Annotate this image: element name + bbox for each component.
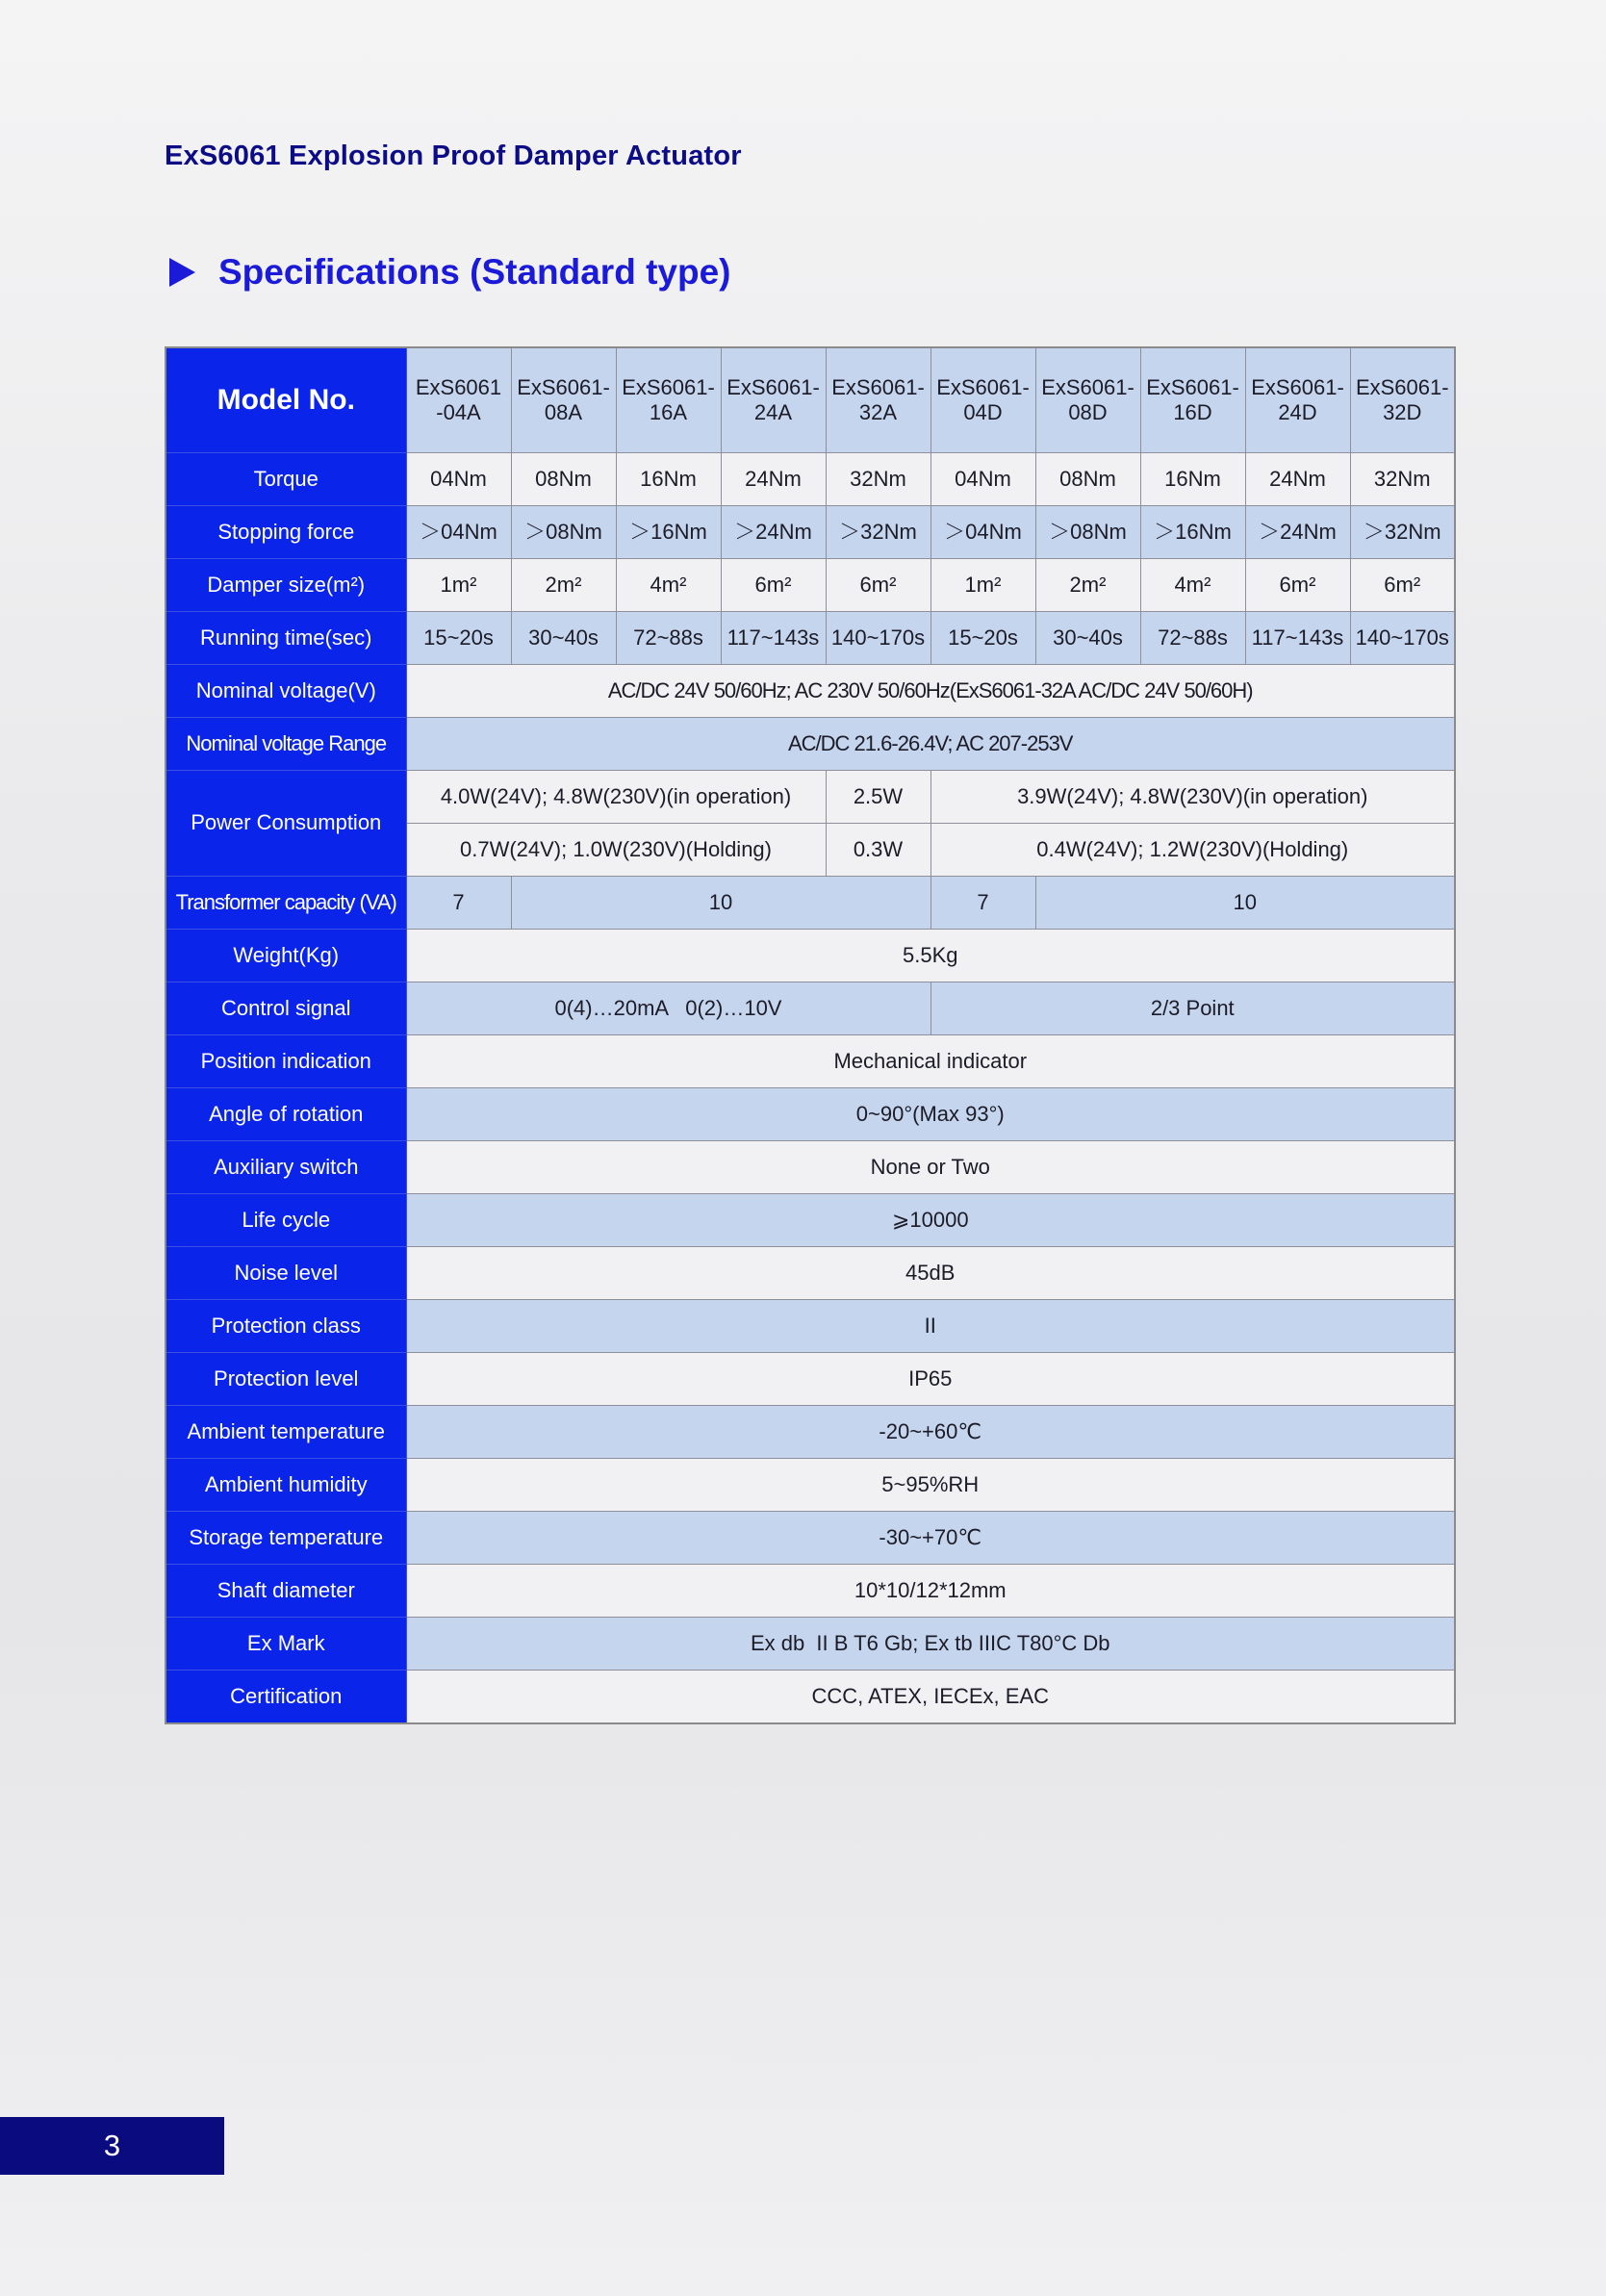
torque-row: [166, 453, 1455, 506]
row-label: Nominal voltage Range: [166, 718, 406, 771]
table-cell: -30~+70℃: [406, 1512, 1455, 1565]
table-cell: 5~95%RH: [406, 1459, 1455, 1512]
table-cell: 0.7W(24V); 1.0W(230V)(Holding): [406, 824, 826, 877]
table-cell: 0.4W(24V); 1.2W(230V)(Holding): [930, 824, 1455, 877]
table-cell: 2/3 Point: [930, 982, 1455, 1035]
table-cell: 08Nm: [511, 453, 616, 506]
row-label: Ex Mark: [166, 1618, 406, 1671]
row-label: Torque: [166, 453, 406, 506]
model-cell: ExS6061- 24A: [721, 347, 826, 453]
table-cell: Mechanical indicator: [406, 1035, 1455, 1088]
table-cell: ＞16Nm: [1140, 506, 1245, 559]
row-label: Weight(Kg): [166, 930, 406, 982]
table-cell: 4m²: [616, 559, 721, 612]
ambient-humidity-row: [166, 1459, 1455, 1512]
section-title: Specifications (Standard type): [218, 252, 731, 292]
storage-temperature-row: [166, 1512, 1455, 1565]
position-indication-row: [166, 1035, 1455, 1088]
table-cell: 72~88s: [616, 612, 721, 665]
row-label: Transformer capacity (VA): [166, 877, 406, 930]
row-label: Shaft diameter: [166, 1565, 406, 1618]
page-number: 3: [0, 2117, 224, 2175]
model-cell: ExS6061- 16D: [1140, 347, 1245, 453]
table-cell: 24Nm: [1245, 453, 1350, 506]
table-cell: 04Nm: [930, 453, 1035, 506]
auxiliary-switch-row: [166, 1141, 1455, 1194]
table-cell: ＞08Nm: [1035, 506, 1140, 559]
stopping-force-row: [166, 506, 1455, 559]
table-cell: ＞16Nm: [616, 506, 721, 559]
table-cell: II: [406, 1300, 1455, 1353]
table-cell: 15~20s: [930, 612, 1035, 665]
table-cell: 16Nm: [1140, 453, 1245, 506]
table-cell: 15~20s: [406, 612, 511, 665]
table-cell: IP65: [406, 1353, 1455, 1406]
angle-of-rotation-row: [166, 1088, 1455, 1141]
table-cell: ＞32Nm: [1350, 506, 1455, 559]
table-cell: 1m²: [406, 559, 511, 612]
table-cell: 2m²: [511, 559, 616, 612]
section-heading: [169, 252, 731, 293]
row-label: Protection level: [166, 1353, 406, 1406]
table-cell: 16Nm: [616, 453, 721, 506]
table-cell: 10: [511, 877, 930, 930]
row-label: Running time(sec): [166, 612, 406, 665]
table-cell: 4m²: [1140, 559, 1245, 612]
protection-class-row: [166, 1300, 1455, 1353]
row-label: Ambient temperature: [166, 1406, 406, 1459]
table-cell: None or Two: [406, 1141, 1455, 1194]
weight-row: [166, 930, 1455, 982]
triangle-bullet-icon: [169, 258, 195, 287]
row-label: Stopping force: [166, 506, 406, 559]
table-cell: 117~143s: [721, 612, 826, 665]
table-cell: 6m²: [1245, 559, 1350, 612]
model-header: Model No.: [166, 347, 406, 453]
nominal-voltage-row: [166, 665, 1455, 718]
control-signal-row: [166, 982, 1455, 1035]
model-cell: ExS6061- 08D: [1035, 347, 1140, 453]
row-label: Protection class: [166, 1300, 406, 1353]
table-cell: ＞32Nm: [826, 506, 930, 559]
table-cell: 117~143s: [1245, 612, 1350, 665]
row-label: Nominal voltage(V): [166, 665, 406, 718]
ambient-temperature-row: [166, 1406, 1455, 1459]
document-title: ExS6061 Explosion Proof Damper Actuator: [165, 140, 742, 171]
model-cell: ExS6061- 24D: [1245, 347, 1350, 453]
table-cell: AC/DC 21.6-26.4V; AC 207-253V: [406, 718, 1455, 771]
row-label: Life cycle: [166, 1194, 406, 1247]
model-cell: ExS6061 -04A: [406, 347, 511, 453]
table-cell: 30~40s: [1035, 612, 1140, 665]
row-label: Control signal: [166, 982, 406, 1035]
table-cell: 2.5W: [826, 771, 930, 824]
table-cell: ＞04Nm: [930, 506, 1035, 559]
certification-row: [166, 1671, 1455, 1724]
table-cell: Ex db II B T6 Gb; Ex tb IIIC T80°C Db: [406, 1618, 1455, 1671]
table-cell: 140~170s: [1350, 612, 1455, 665]
table-cell: ＞24Nm: [1245, 506, 1350, 559]
row-label: Noise level: [166, 1247, 406, 1300]
table-cell: 32Nm: [1350, 453, 1455, 506]
table-cell: 10*10/12*12mm: [406, 1565, 1455, 1618]
table-cell: 140~170s: [826, 612, 930, 665]
row-label: Ambient humidity: [166, 1459, 406, 1512]
model-cell: ExS6061- 32A: [826, 347, 930, 453]
table-cell: 2m²: [1035, 559, 1140, 612]
model-row: [166, 347, 1455, 453]
table-cell: 5.5Kg: [406, 930, 1455, 982]
model-cell: ExS6061- 08A: [511, 347, 616, 453]
specifications-table: [165, 346, 1456, 1724]
table-cell: 6m²: [826, 559, 930, 612]
model-cell: ExS6061- 32D: [1350, 347, 1455, 453]
table-cell: 04Nm: [406, 453, 511, 506]
table-cell: 4.0W(24V); 4.8W(230V)(in operation): [406, 771, 826, 824]
ex-mark-row: [166, 1618, 1455, 1671]
table-cell: -20~+60℃: [406, 1406, 1455, 1459]
table-cell: 6m²: [721, 559, 826, 612]
table-cell: AC/DC 24V 50/60Hz; AC 230V 50/60Hz(ExS6061-32A AC/DC 24V 50/60H): [406, 665, 1455, 718]
table-cell: 08Nm: [1035, 453, 1140, 506]
model-cell: ExS6061- 04D: [930, 347, 1035, 453]
damper-size-row: [166, 559, 1455, 612]
table-cell: CCC, ATEX, IECEx, EAC: [406, 1671, 1455, 1724]
table-cell: 0~90°(Max 93°): [406, 1088, 1455, 1141]
row-label: Auxiliary switch: [166, 1141, 406, 1194]
table-cell: 10: [1035, 877, 1455, 930]
shaft-diameter-row: [166, 1565, 1455, 1618]
table-cell: 6m²: [1350, 559, 1455, 612]
table-cell: 7: [406, 877, 511, 930]
table-cell: 3.9W(24V); 4.8W(230V)(in operation): [930, 771, 1455, 824]
protection-level-row: [166, 1353, 1455, 1406]
table-cell: 7: [930, 877, 1035, 930]
running-time-row: [166, 612, 1455, 665]
table-cell: ＞24Nm: [721, 506, 826, 559]
row-label: Angle of rotation: [166, 1088, 406, 1141]
table-cell: ⩾10000: [406, 1194, 1455, 1247]
noise-level-row: [166, 1247, 1455, 1300]
table-cell: 24Nm: [721, 453, 826, 506]
table-cell: 1m²: [930, 559, 1035, 612]
table-cell: 72~88s: [1140, 612, 1245, 665]
life-cycle-row: [166, 1194, 1455, 1247]
table-cell: 32Nm: [826, 453, 930, 506]
row-label: Certification: [166, 1671, 406, 1724]
row-label: Power Consumption: [166, 771, 406, 877]
nominal-voltage-range-row: [166, 718, 1455, 771]
table-cell: 0(4)…20mA 0(2)…10V: [406, 982, 930, 1035]
power-consumption-row: [166, 771, 1455, 824]
row-label: Damper size(m²): [166, 559, 406, 612]
table-cell: 0.3W: [826, 824, 930, 877]
model-cell: ExS6061- 16A: [616, 347, 721, 453]
table-cell: 30~40s: [511, 612, 616, 665]
table-cell: ＞04Nm: [406, 506, 511, 559]
row-label: Storage temperature: [166, 1512, 406, 1565]
table-cell: ＞08Nm: [511, 506, 616, 559]
row-label: Position indication: [166, 1035, 406, 1088]
table-cell: 45dB: [406, 1247, 1455, 1300]
transformer-capacity-row: [166, 877, 1455, 930]
